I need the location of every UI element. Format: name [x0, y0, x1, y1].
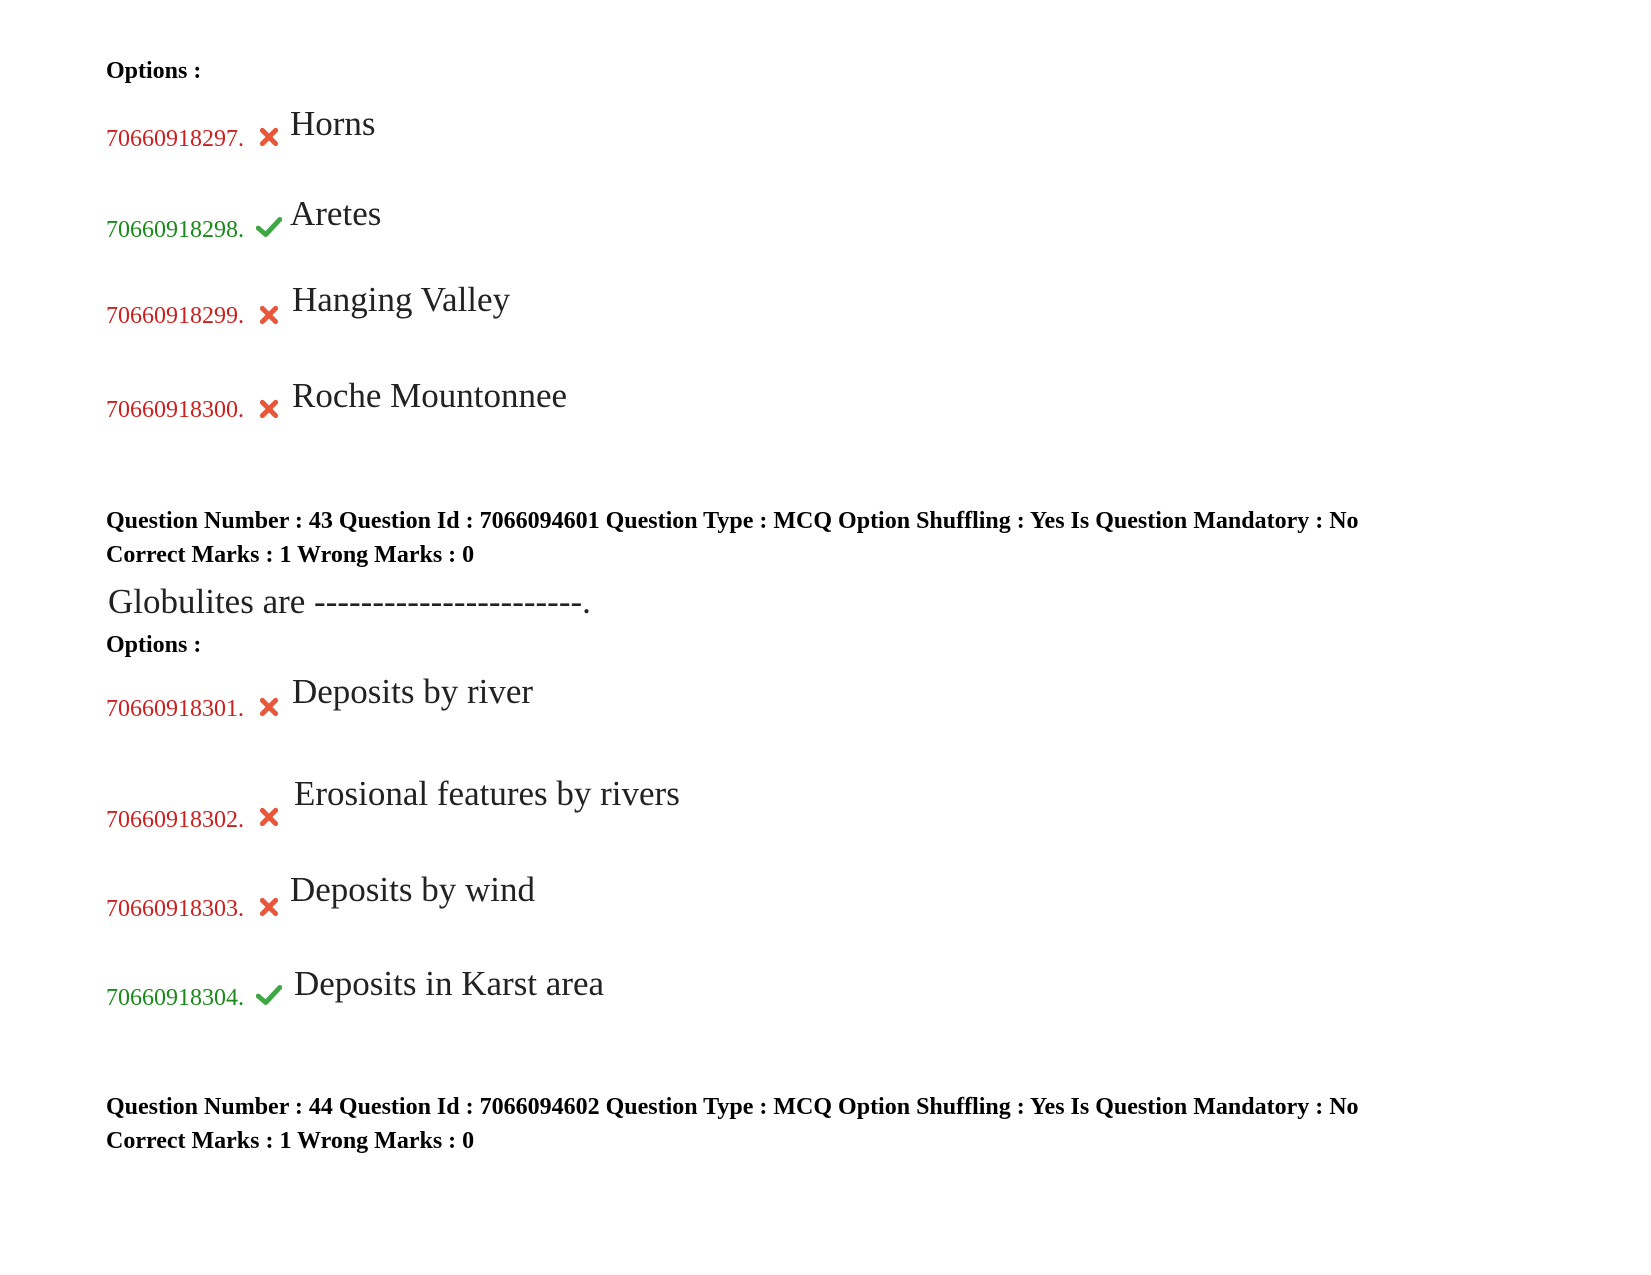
option-id: 70660918299. [106, 303, 244, 329]
cross-icon [258, 806, 280, 828]
question-meta-line2: Correct Marks : 1 Wrong Marks : 0 [106, 1128, 475, 1154]
option-text: Deposits in Karst area [294, 964, 605, 1003]
option-id: 70660918302. [106, 807, 244, 833]
option-id: 70660918301. [106, 696, 244, 722]
option-text: Roche Mountonnee [292, 376, 568, 415]
option-id: 70660918303. [106, 896, 244, 922]
check-icon [256, 984, 282, 1006]
options-label: Options : [106, 632, 202, 658]
question-meta-line1: Question Number : 43 Question Id : 7066094601 Question Type : MCQ Option Shuffling : Yes Is Question Mandatory : No [106, 508, 1359, 534]
check-icon [256, 216, 282, 238]
question-meta-line2: Correct Marks : 1 Wrong Marks : 0 [106, 542, 475, 568]
question-text: Globulites are -----------------------. [108, 582, 591, 621]
option-text: Hanging Valley [292, 280, 511, 319]
option-text: Deposits by river [292, 672, 534, 711]
option-text: Erosional features by rivers [294, 774, 680, 813]
option-id: 70660918298. [106, 217, 244, 243]
cross-icon [258, 398, 280, 420]
option-id: 70660918304. [106, 985, 244, 1011]
cross-icon [258, 696, 280, 718]
cross-icon [258, 896, 280, 918]
options-label: Options : [106, 58, 202, 84]
option-id: 70660918297. [106, 126, 244, 152]
option-text: Horns [290, 104, 376, 143]
cross-icon [258, 304, 280, 326]
option-text: Aretes [290, 194, 382, 233]
option-id: 70660918300. [106, 397, 244, 423]
question-meta-line1: Question Number : 44 Question Id : 7066094602 Question Type : MCQ Option Shuffling : Yes Is Question Mandatory : No [106, 1094, 1359, 1120]
option-text: Deposits by wind [290, 870, 535, 909]
cross-icon [258, 126, 280, 148]
